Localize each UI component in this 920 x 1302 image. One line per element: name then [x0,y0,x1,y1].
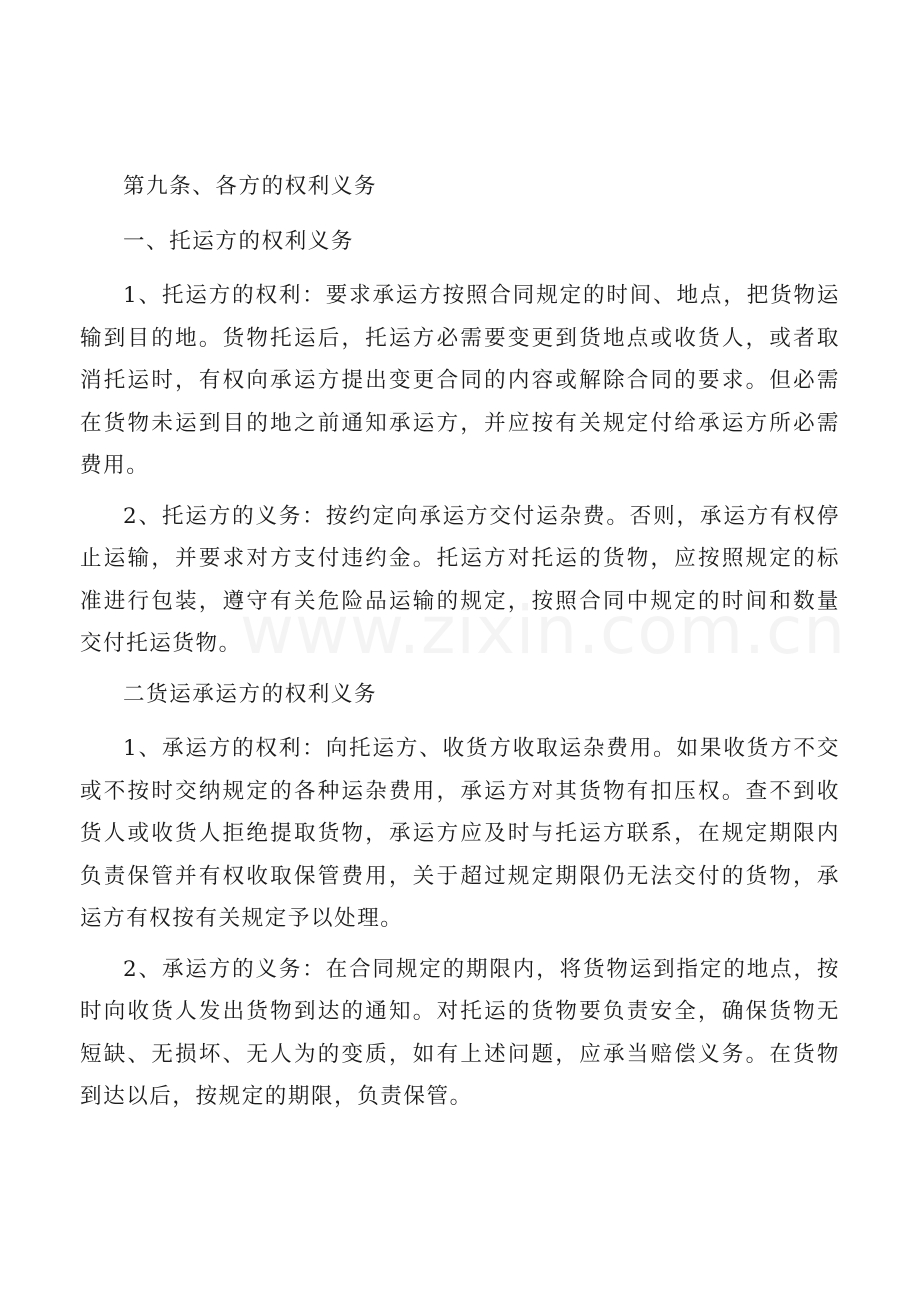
paragraph-shipper-obligations: 2、托运方的义务：按约定向承运方交付运杂费。否则，承运方有权停止运输，并要求对方支付违约金。托运方对托运的货物，应按照规定的标准进行包装，遵守有关危险品运输的规定，按照合同中规定的时间和数量交付托运货物。 [80,503,840,656]
section-heading-carrier: 二货运承运方的权利义务 [123,681,378,707]
document-body [80,166,840,1127]
section-heading-shipper: 一、托运方的权利义务 [123,228,355,254]
article-heading: 第九条、各方的权利义务 [123,174,378,199]
paragraph-carrier-obligations: 2、承运方的义务：在合同规定的期限内，将货物运到指定的地点，按时向收货人发出货物到达的通知。对托运的货物要负责安全，确保货物无短缺、无损坏、无人为的变质，如有上述问题，应承当赔偿义务。在货物到达以后，按规定的期限，负责保管。 [80,956,840,1109]
paragraph-shipper-rights: 1、托运方的权利：要求承运方按照合同规定的时间、地点，把货物运输到目的地。货物托运后，托运方必需要变更到货地点或收货人，或者取消托运时，有权向承运方提出变更合同的内容或解除合同的要求。但必需在货物未运到目的地之前通知承运方，并应按有关规定付给承运方所必需费用。 [80,283,840,478]
paragraph-carrier-rights: 1、承运方的权利：向托运方、收货方收取运杂费用。如果收货方不交或不按时交纳规定的各种运杂费用，承运方对其货物有扣压权。查不到收货人或收货人拒绝提取货物，承运方应及时与托运方联系，在规定期限内负责保管并有权收取保管费用，关于超过规定期限仍无法交付的货物，承运方有权按有关规定予以处理。 [80,736,840,931]
